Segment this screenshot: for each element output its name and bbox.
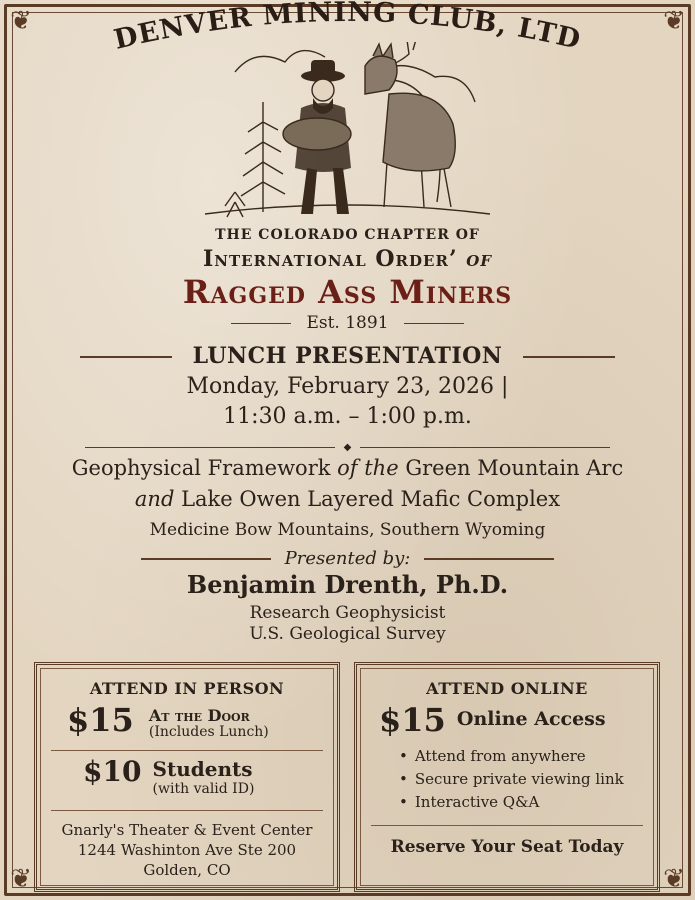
venue-city: Golden, CO	[143, 861, 231, 879]
corner-ornament-icon: ❦	[10, 6, 32, 36]
divider-rule	[360, 447, 610, 448]
diamond-icon: ◆	[343, 442, 352, 453]
divider-rule	[51, 750, 323, 751]
student-label: Students	[152, 757, 253, 781]
talk-location: Medicine Bow Mountains, Southern Wyoming	[149, 520, 546, 540]
event-date: Monday, February 23, 2026 |	[186, 374, 509, 399]
order-of: of	[466, 246, 492, 272]
club-name: DENVER MINING CLUB, LTD	[111, 0, 584, 56]
divider-rule	[231, 323, 291, 324]
divider-rule	[523, 356, 615, 358]
event-type: LUNCH PRESENTATION	[192, 343, 503, 369]
talk-title-connector: and	[134, 487, 175, 511]
prospector-with-burro-icon	[205, 42, 490, 222]
speaker-org: U.S. Geological Survey	[249, 624, 446, 644]
order-mark: ’	[448, 246, 458, 272]
online-price-row	[379, 701, 657, 739]
talk-title-part: Green Mountain Arc	[405, 456, 624, 480]
online-panel	[354, 662, 660, 892]
online-price: $15	[379, 701, 446, 739]
divider-rule	[141, 558, 271, 559]
in-person-heading: ATTEND IN PERSON	[89, 679, 285, 698]
organization-title: Ragged Ass Miners	[182, 273, 513, 311]
talk-title-line-2	[0, 487, 695, 511]
venue-name: Gnarly's Theater & Event Center	[61, 821, 313, 839]
established: Est. 1891	[306, 313, 389, 333]
divider-rule	[424, 558, 554, 559]
corner-ornament-icon: ❦	[663, 6, 685, 36]
list-item: • Interactive Q&A	[399, 793, 624, 811]
venue-address: 1244 Washinton Ave Ste 200	[77, 841, 297, 859]
in-person-price-row	[67, 701, 337, 741]
student-price-row	[83, 755, 337, 799]
online-features-list	[399, 747, 624, 816]
talk-title-connector: of the	[337, 456, 399, 480]
student-price: $10	[83, 755, 142, 788]
event-time: 11:30 a.m. – 1:00 p.m.	[223, 404, 472, 429]
list-item: • Attend from anywhere	[399, 747, 624, 765]
corner-ornament-icon: ❦	[10, 864, 32, 894]
speaker-role: Research Geophysicist	[249, 603, 446, 623]
divider-rule	[371, 825, 643, 826]
student-note: (with valid ID)	[152, 781, 255, 797]
online-price-label: Online Access	[456, 708, 606, 730]
section-divider	[0, 437, 695, 456]
talk-title-line-1	[0, 456, 695, 480]
talk-title-part: Lake Owen Layered Mafic Complex	[181, 487, 561, 511]
in-person-price-note: (Includes Lunch)	[148, 724, 269, 740]
presented-by-row	[0, 548, 695, 569]
list-item: • Secure private viewing link	[399, 770, 624, 788]
in-person-price: $15	[67, 701, 134, 739]
divider-rule	[404, 323, 464, 324]
divider-rule	[51, 810, 323, 811]
talk-title-part: Geophysical Framework	[71, 456, 331, 480]
event-type-row	[0, 343, 695, 369]
presented-by: Presented by:	[284, 548, 411, 569]
reserve-seat-cta[interactable]: Reserve Your Seat Today	[390, 837, 624, 857]
order-line	[0, 246, 695, 272]
divider-rule	[80, 356, 172, 358]
in-person-price-label: At the Door	[148, 706, 250, 725]
order-name: International Order	[203, 246, 449, 272]
speaker-name: Benjamin Drenth, Ph.D.	[186, 570, 509, 599]
in-person-panel	[34, 662, 340, 892]
online-heading: ATTEND ONLINE	[426, 679, 588, 698]
divider-rule	[85, 447, 335, 448]
corner-ornament-icon: ❦	[663, 864, 685, 894]
established-row	[0, 313, 695, 333]
chapter-line: THE COLORADO CHAPTER OF	[215, 227, 480, 243]
